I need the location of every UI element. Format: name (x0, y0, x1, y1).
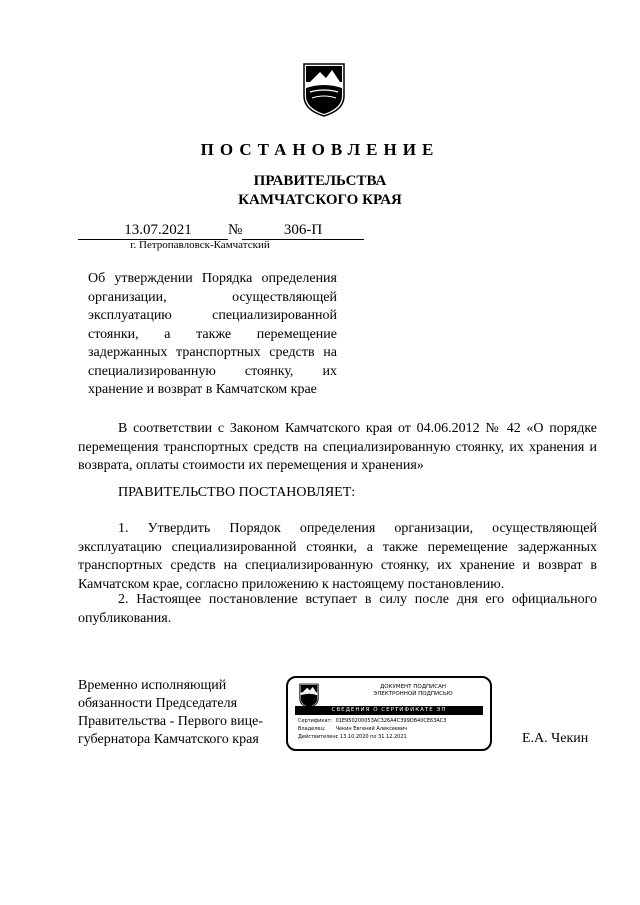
document-subject: Об утверждении Порядка определения организации, осуществляющей эксплуатацию специализированной стоянки, а также перемещение задержанных транспортных средств на специализированную стоянку, их хранение и возврат в Камчатском крае (88, 271, 337, 397)
item-2-paragraph: 2. Настоящее постановление вступает в силу после дня его официального опубликования. (78, 592, 597, 626)
decree-statement: ПРАВИТЕЛЬСТВО ПОСТАНОВЛЯЕТ: (118, 485, 356, 500)
stamp-cert-row (298, 718, 446, 725)
city-label: г. Петропавловск-Камчатский (130, 239, 270, 251)
signer-line-2: обязанности Председателя (78, 696, 238, 711)
signer-line-1: Временно исполняющий (78, 678, 227, 693)
stamp-owner-value: Чекин Евгений Алексеевич (335, 726, 408, 732)
stamp-valid-value: с 13.10.2020 по 31.12.2021 (335, 734, 407, 740)
stamp-certificate-bar: СВЕДЕНИЯ О СЕРТИФИКАТЕ ЭП (295, 706, 483, 715)
issuer-line-1: ПРАВИТЕЛЬСТВА (253, 173, 387, 189)
document-type-title: ПОСТАНОВЛЕНИЕ (200, 140, 440, 159)
stamp-valid-row (298, 734, 407, 741)
stamp-owner-row (298, 726, 407, 733)
stamp-heading (343, 684, 483, 698)
document-number: 306-П (242, 221, 364, 240)
item-1-paragraph: 1. Утвердить Порядок определения организации, осуществляющей эксплуатацию специализированной стоянки, а также перемещение задержанных транспортных средств на специализированную стоянку, их хранение и возврат в Камчатском крае, согласно приложению к настоящему постановлению. (78, 521, 597, 592)
document-date: 13.07.2021 (78, 221, 228, 240)
stamp-owner-label: Владелец: (298, 726, 326, 732)
signer-title (78, 677, 278, 749)
emblem-icon (300, 62, 348, 118)
stamp-heading-line-1: ДОКУМЕНТ ПОДПИСАН (379, 684, 447, 690)
signer-name: Е.А. Чекин (522, 731, 589, 746)
stamp-cert-label: Сертификат: (298, 718, 333, 724)
number-sign: № (228, 222, 243, 238)
electronic-signature-stamp (286, 676, 492, 751)
stamp-heading-line-2: ЭЛЕКТРОННОЙ ПОДПИСЬЮ (373, 691, 453, 697)
signer-line-4: губернатора Камчатского края (78, 732, 259, 747)
issuer-title (0, 172, 640, 210)
preamble-paragraph: В соответствии с Законом Камчатского края от 04.06.2012 № 42 «О порядке перемещения транспортных средств на специализированную стоянку, их хранения и возврата, оплаты стоимости их перемещения и хранения» (78, 421, 597, 473)
stamp-valid-label: Действителен: (298, 734, 338, 740)
issuer-line-2: КАМЧАТСКОГО КРАЯ (238, 192, 402, 208)
signer-line-3: Правительства - Первого вице- (78, 714, 263, 729)
stamp-cert-value: 01E950200053AC326A4C399DB40CE63AC3 (335, 718, 447, 724)
